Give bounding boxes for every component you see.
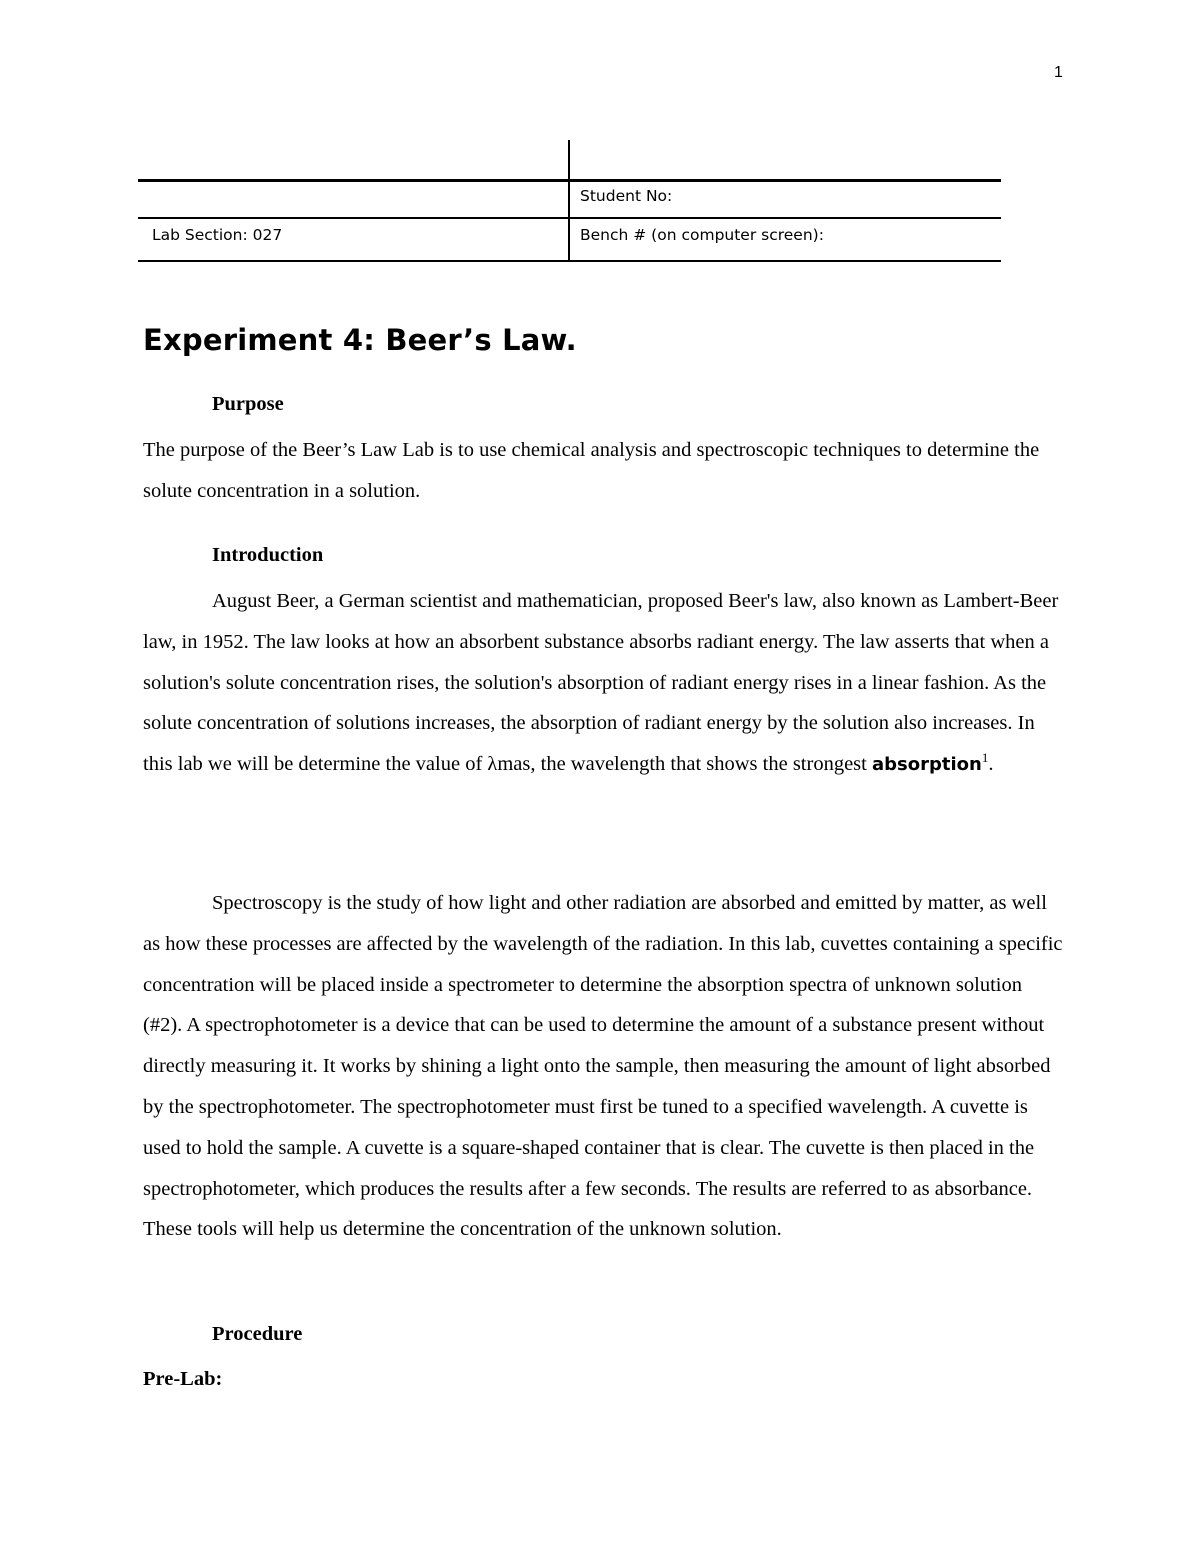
purpose-paragraph: The purpose of the Beer’s Law Lab is to use chemical analysis and spectroscopic techniques to determine the solute concentration in a solution. bbox=[143, 439, 1040, 502]
footnote-reference[interactable]: 1 bbox=[981, 750, 989, 766]
introduction-paragraph-1-end: . bbox=[988, 753, 994, 776]
pre-lab-heading: Pre-Lab: bbox=[143, 1368, 223, 1390]
table-rule-bottom bbox=[138, 260, 1001, 262]
absorption-term: absorption bbox=[871, 754, 982, 776]
document-title: Experiment 4: Beer’s Law. bbox=[143, 323, 577, 357]
introduction-paragraph-1 bbox=[143, 581, 1063, 786]
purpose-heading: Purpose bbox=[212, 393, 284, 415]
table-rule-top bbox=[138, 179, 1001, 182]
student-info-table bbox=[138, 140, 1001, 264]
procedure-heading: Procedure bbox=[212, 1323, 303, 1345]
table-divider-vertical bbox=[568, 140, 570, 262]
introduction-paragraph-2: Spectroscopy is the study of how light and other radiation are absorbed and emitted by matter, as well as how these processes are affected by the wavelength of the radiation. In this lab, cuvettes containing a specific concentration will be placed inside a spectrometer to determine the absorption spectra of unknown solution (#2). A spectrophotometer is a device that can be used to determine the amount of a substance present without directly measuring it. It works by shining a light onto the sample, then measuring the amount of light absorbed by the spectrophotometer. The spectrophotometer must first be tuned to a specified wavelength. A cuvette is used to hold the sample. A cuvette is a square-shaped container that is clear. The cuvette is then placed in the spectrophotometer, which produces the results after a few seconds. The results are referred to as absorbance. These tools will help us determine the concentration of the unknown solution. bbox=[143, 892, 1063, 1241]
introduction-heading: Introduction bbox=[212, 544, 324, 566]
lab-section-label: Lab Section: 027 bbox=[152, 226, 283, 244]
student-no-label: Student No: bbox=[580, 187, 673, 205]
introduction-paragraph-1-text: August Beer, a German scientist and mathematician, proposed Beer's law, also known as Lambert-Beer law, in 1952. The law looks at how an absorbent substance absorbs radiant energy. The law asserts that when a solution's solute concentration rises, the solution's absorption of radiant energy rises in a linear fashion. As the solute concentration of solutions increases, the absorption of radiant energy by the solution also increases. In this lab we will be determine the value of λmas, the wavelength that shows the strongest bbox=[143, 590, 1059, 776]
bench-label: Bench # (on computer screen): bbox=[580, 226, 824, 244]
page-number: 1 bbox=[1054, 64, 1063, 81]
table-rule-middle bbox=[138, 217, 1001, 219]
